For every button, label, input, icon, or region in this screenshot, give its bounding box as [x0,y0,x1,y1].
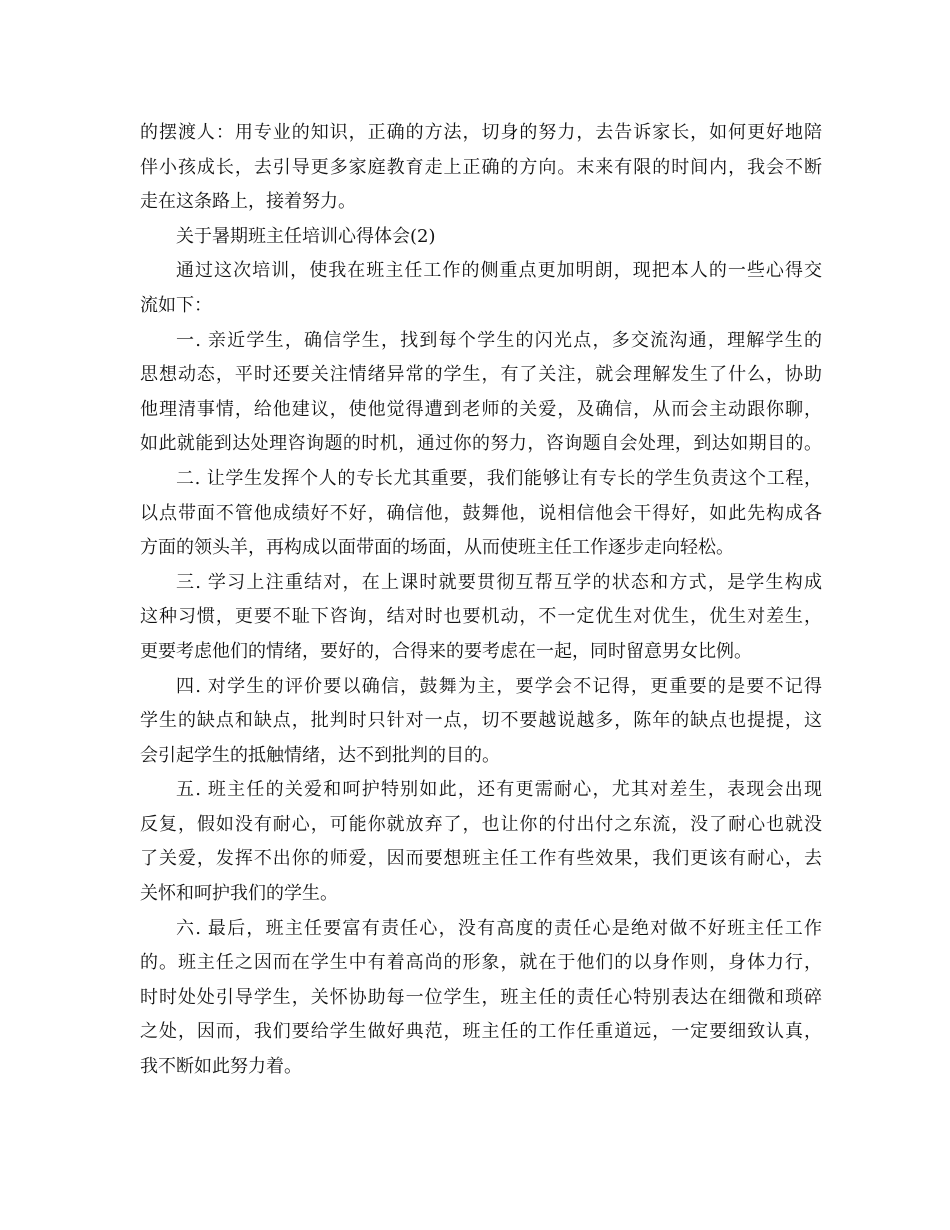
text-line: 学生的缺点和缺点，批判时只针对一点，切不要越说越多，陈年的缺点也提提，这 [140,710,822,732]
paragraph-first-line: 通过这次培训，使我在班主任工作的侧重点更加明朗，现把本人的一些心得交 [176,260,822,282]
paragraph-first-line: 关于暑期班主任培训心得体会(2) [176,225,436,247]
text-line: 走在这条路上，接着努力。 [140,191,356,213]
text-line: 这种习惯，更要不耻下咨询，结对时也要机动，不一定优生对优生，优生对差生， [140,606,822,628]
document-body [140,116,822,1085]
text-line: 方面的领头羊，再构成以面带面的场面，从而使班主任工作逐步走向轻松。 [140,537,734,559]
text-line: 流如下： [140,294,212,316]
paragraph-first-line: 五. 班主任的关爱和呵护特别如此，还有更需耐心，尤其对差生，表现会出现 [176,779,822,801]
text-line: 反复，假如没有耐心，可能你就放弃了，也让你的付出付之东流，没了耐心也就没 [140,813,822,835]
paragraph-first-line: 一. 亲近学生，确信学生，找到每个学生的闪光点，多交流沟通，理解学生的 [176,329,822,351]
paragraph-first-line: 四. 对学生的评价要以确信，鼓舞为主，要学会不记得，更重要的是要不记得 [176,675,822,697]
text-line: 的摆渡人：用专业的知识，正确的方法，切身的努力，去告诉家长，如何更好地陪 [140,122,822,143]
text-line: 的。班主任之因而在学生中有着高尚的形象，就在于他们的以身作则，身体力行， [140,952,822,974]
text-line: 我不断如此努力着。 [140,1056,302,1078]
text-line: 思想动态，平时还要关注情绪异常的学生，有了关注，就会理解发生了什么，协助 [140,364,822,386]
paragraph-first-line: 六. 最后，班主任要富有责任心，没有高度的责任心是绝对做不好班主任工作 [176,917,822,939]
text-line: 了关爱，发挥不出你的师爱，因而要想班主任工作有些效果，我们更该有耐心，去 [140,848,822,870]
paragraph-first-line: 三. 学习上注重结对，在上课时就要贯彻互帮互学的状态和方式，是学生构成 [176,571,822,593]
text-line: 更要考虑他们的情绪，要好的，合得来的要考虑在一起，同时留意男女比例。 [140,640,752,662]
text-line: 时时处处引导学生，关怀协助每一位学生，班主任的责任心特别表达在细微和琐碎 [140,986,822,1008]
text-line: 以点带面不管他成绩好不好，确信他，鼓舞他，说相信他会干得好，如此先构成各 [140,502,822,524]
paragraph-first-line: 二. 让学生发挥个人的专长尤其重要，我们能够让有专长的学生负责这个工程， [176,467,822,489]
text-line: 他理清事情，给他建议，使他觉得遭到老师的关爱，及确信，从而会主动跟你聊， [140,398,822,420]
text-line: 关怀和呵护我们的学生。 [140,883,338,905]
text-line: 之处，因而，我们要给学生做好典范，班主任的工作任重道远，一定要细致认真， [140,1021,822,1043]
text-line: 会引起学生的抵触情绪，达不到批判的目的。 [140,744,500,766]
text-line: 如此就能到达处理咨询题的时机，通过你的努力，咨询题自会处理，到达如期目的。 [140,433,822,455]
text-line: 伴小孩成长，去引导更多家庭教育走上正确的方向。末来有限的时间内，我会不断 [140,156,822,178]
